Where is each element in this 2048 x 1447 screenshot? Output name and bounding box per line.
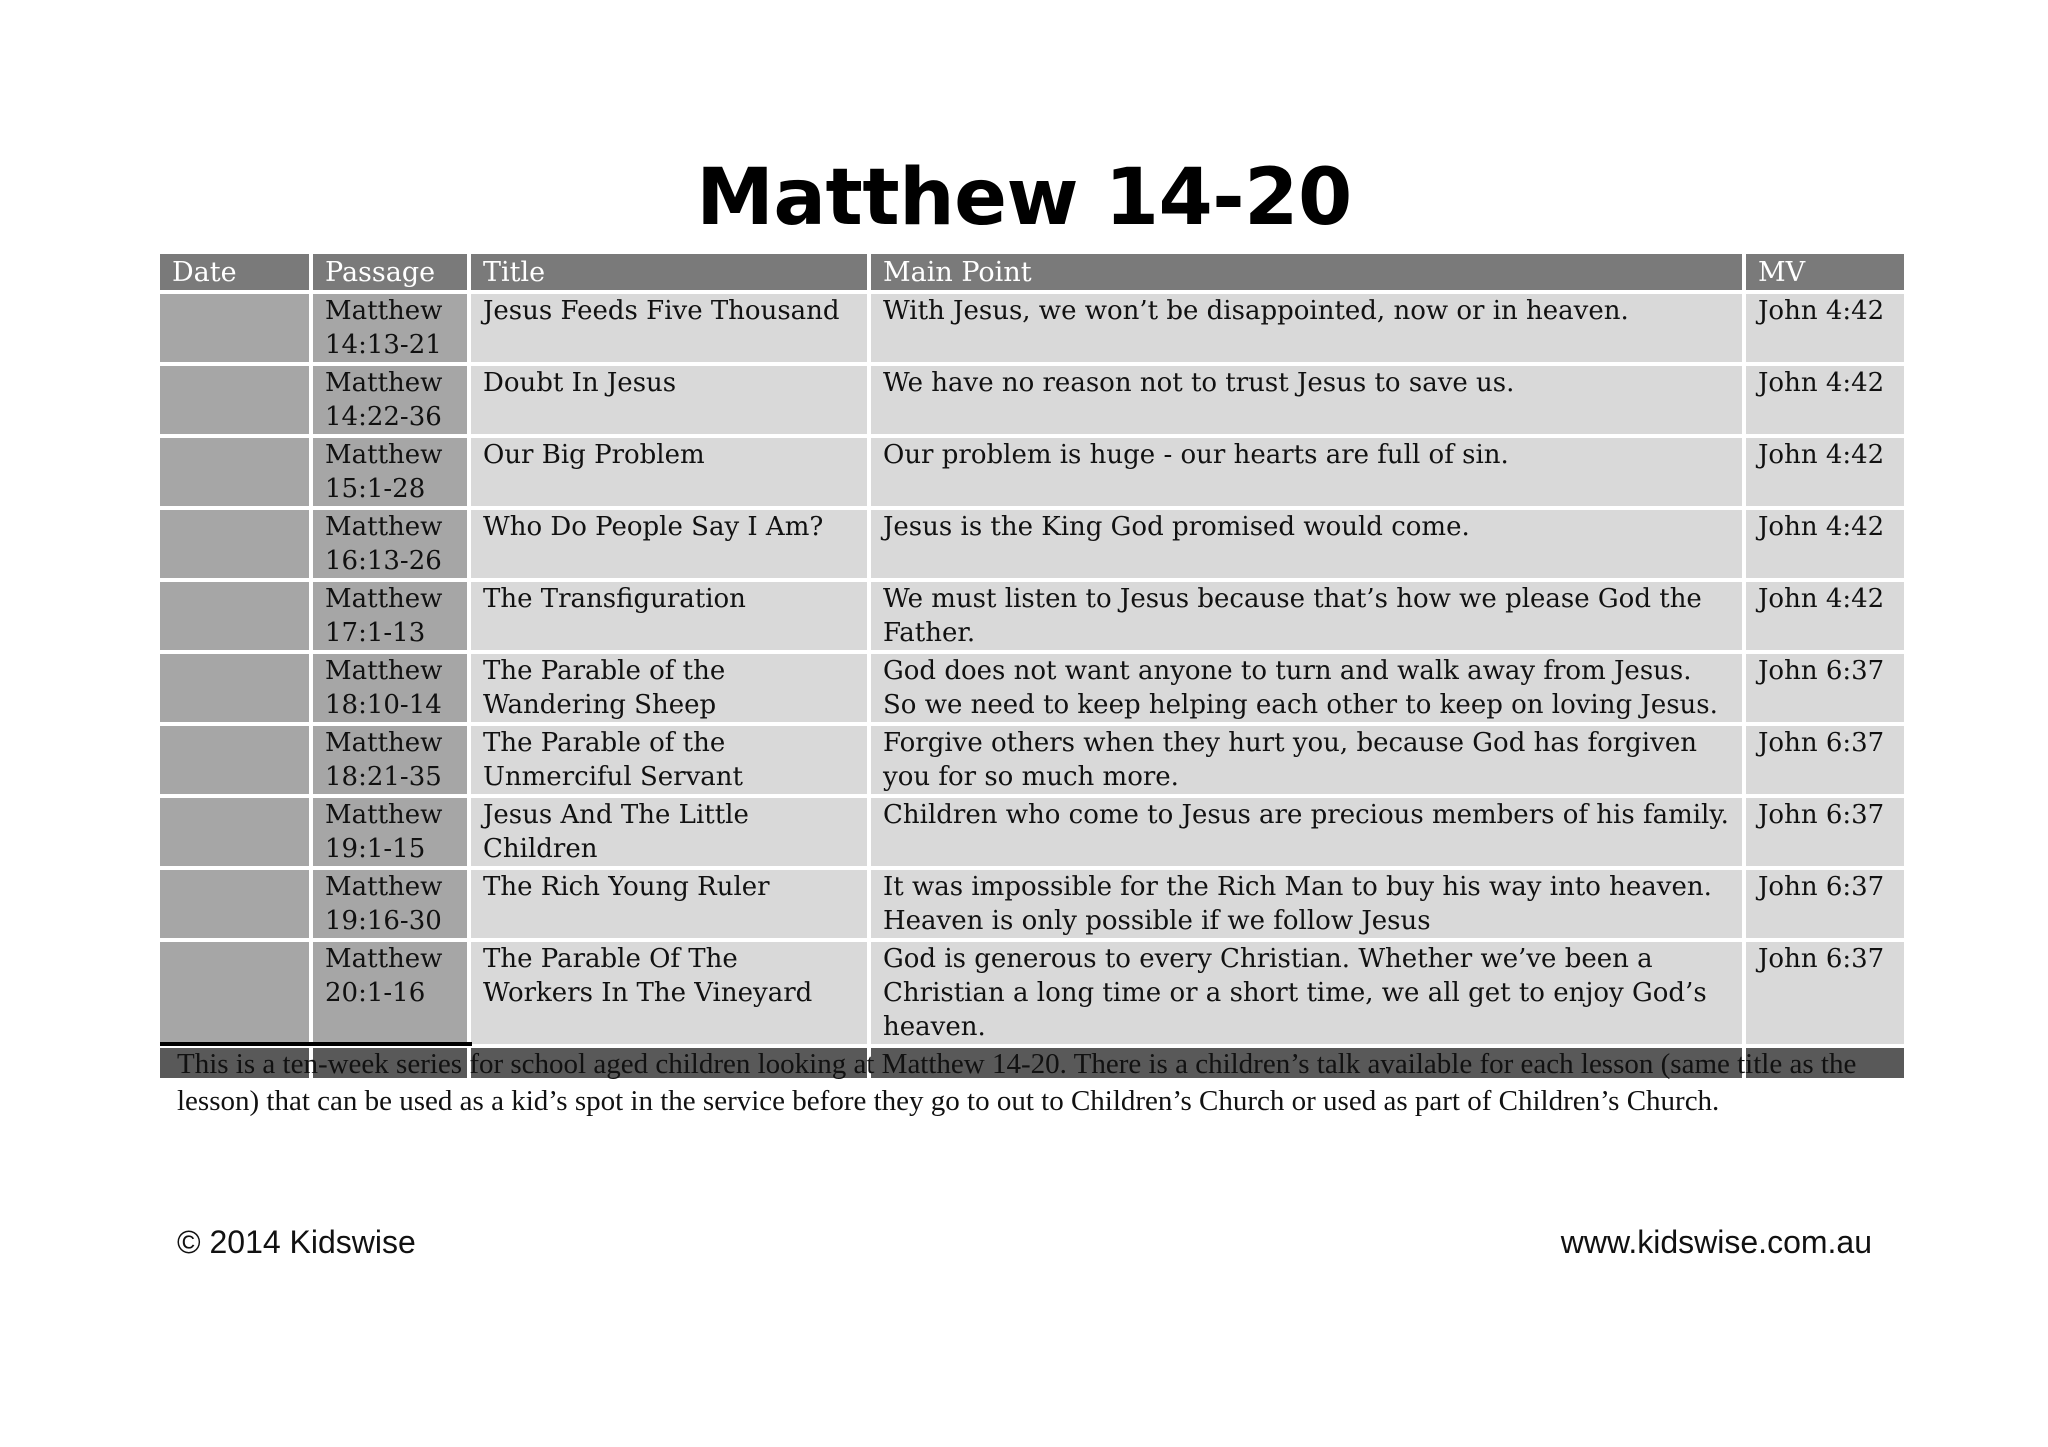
header-row — [160, 254, 1904, 290]
table-row — [160, 870, 1904, 938]
main-point-cell: Children who come to Jesus are precious members of his family. — [871, 798, 1742, 866]
table-row — [160, 942, 1904, 1044]
main-point-cell: It was impossible for the Rich Man to buy his way into heaven. Heaven is only possible if we follow Jesus — [871, 870, 1742, 938]
passage-cell: Matthew 20:1-16 — [313, 942, 467, 1044]
table-row — [160, 654, 1904, 722]
main-point-cell: Jesus is the King God promised would come. — [871, 510, 1742, 578]
main-point-cell: We have no reason not to trust Jesus to save us. — [871, 366, 1742, 434]
mv-cell: John 6:37 — [1746, 654, 1904, 722]
website-url: www.kidswise.com.au — [1560, 1224, 1872, 1260]
date-cell — [160, 942, 309, 1044]
mv-cell: John 4:42 — [1746, 294, 1904, 362]
mv-cell: John 6:37 — [1746, 942, 1904, 1044]
mv-cell: John 6:37 — [1746, 870, 1904, 938]
passage-cell: Matthew 15:1-28 — [313, 438, 467, 506]
mv-cell: John 6:37 — [1746, 726, 1904, 794]
title-cell: The Parable Of The Workers In The Vineyard — [471, 942, 867, 1044]
passage-cell: Matthew 16:13-26 — [313, 510, 467, 578]
series-description: This is a ten-week series for school aged children looking at Matthew 14-20. There is a children’s talk available for each lesson (same title as the lesson) that can be used as a kid’s spot in the service before they go to out to Children’s Church or used as part of Children’s Church. — [177, 1048, 1857, 1117]
main-point-cell: With Jesus, we won’t be disappointed, now or in heaven. — [871, 294, 1742, 362]
title-cell: Jesus Feeds Five Thousand — [471, 294, 867, 362]
main-point-cell: Forgive others when they hurt you, because God has forgiven you for so much more. — [871, 726, 1742, 794]
mv-cell: John 4:42 — [1746, 366, 1904, 434]
main-point-cell: God does not want anyone to turn and walk away from Jesus. So we need to keep helping each other to keep on loving Jesus. — [871, 654, 1742, 722]
mv-cell: John 6:37 — [1746, 798, 1904, 866]
lesson-schedule-table — [160, 254, 1900, 1082]
header-date: Date — [160, 254, 309, 290]
mv-cell: John 4:42 — [1746, 438, 1904, 506]
title-cell: The Parable of the Wandering Sheep — [471, 654, 867, 722]
mv-cell: John 4:42 — [1746, 582, 1904, 650]
date-cell — [160, 870, 309, 938]
passage-cell: Matthew 17:1-13 — [313, 582, 467, 650]
table-row — [160, 510, 1904, 578]
table-row — [160, 582, 1904, 650]
title-cell: Doubt In Jesus — [471, 366, 867, 434]
table-row — [160, 294, 1904, 362]
mv-cell: John 4:42 — [1746, 510, 1904, 578]
title-cell: The Rich Young Ruler — [471, 870, 867, 938]
passage-cell: Matthew 19:16-30 — [313, 870, 467, 938]
header-passage: Passage — [313, 254, 467, 290]
table-row — [160, 726, 1904, 794]
schedule-table — [156, 250, 1908, 1082]
date-cell — [160, 294, 309, 362]
header-title: Title — [471, 254, 867, 290]
date-cell — [160, 654, 309, 722]
header-main-point: Main Point — [871, 254, 1742, 290]
table-row — [160, 798, 1904, 866]
date-cell — [160, 582, 309, 650]
passage-cell: Matthew 18:10-14 — [313, 654, 467, 722]
title-cell: Jesus And The Little Children — [471, 798, 867, 866]
date-cell — [160, 366, 309, 434]
date-cell — [160, 798, 309, 866]
title-cell: Who Do People Say I Am? — [471, 510, 867, 578]
page-title: Matthew 14-20 — [696, 153, 1352, 244]
passage-cell: Matthew 18:21-35 — [313, 726, 467, 794]
copyright-notice: © 2014 Kidswise — [177, 1224, 416, 1260]
date-cell — [160, 438, 309, 506]
passage-cell: Matthew 14:13-21 — [313, 294, 467, 362]
title-cell: The Transfiguration — [471, 582, 867, 650]
passage-cell: Matthew 19:1-15 — [313, 798, 467, 866]
main-point-cell: Our problem is huge - our hearts are full of sin. — [871, 438, 1742, 506]
title-cell: The Parable of the Unmerciful Servant — [471, 726, 867, 794]
table-row — [160, 366, 1904, 434]
table-row — [160, 438, 1904, 506]
date-cell — [160, 726, 309, 794]
passage-cell: Matthew 14:22-36 — [313, 366, 467, 434]
date-cell — [160, 510, 309, 578]
main-point-cell: We must listen to Jesus because that’s how we please God the Father. — [871, 582, 1742, 650]
main-point-cell: God is generous to every Christian. Whether we’ve been a Christian a long time or a short time, we all get to enjoy God’s heaven. — [871, 942, 1742, 1044]
header-mv: MV — [1746, 254, 1904, 290]
title-cell: Our Big Problem — [471, 438, 867, 506]
